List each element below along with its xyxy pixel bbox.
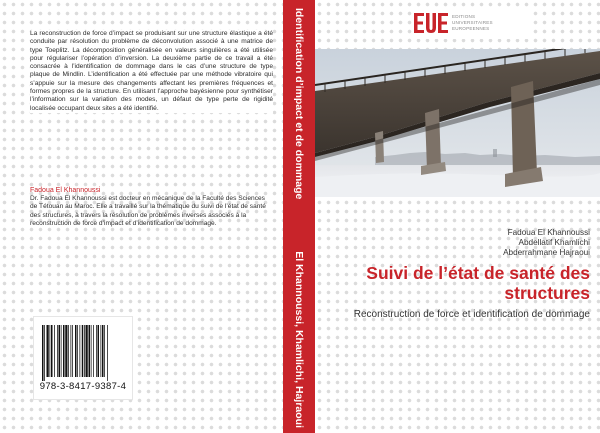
spine-text [293, 8, 305, 428]
author-name: Fadoua El Khannoussi [507, 228, 590, 237]
back-cover [0, 0, 283, 433]
book-abstract: La reconstruction de force d’impact se produisant sur une structure élastique a été conduite par résolution du problème de déconvolution associé à une matrice de type Toeplitz. La décomposition généralisée en valeurs singulières a été utilisée pour régulariser l’opération d’inversion. La deuxième partie de ce travail a été consacrée à l’identification de dommage dans le cas d’une structure de type plaque de Mindlin. L’identification a été effectuée par une méthode vibratoire qui s’appuie sur la mesure des changements affectant les premières fréquences et formes propres de la structure. En utilisant l’approche bayésienne pour synthétiser l’information sur la variation des modes, un défaut de type perte de rigidité localisée occupant deux sites a été identifié. [30, 30, 273, 112]
author-name: Abderrahmane Hajraoui [503, 248, 590, 257]
book-subtitle: Reconstruction de force et identification de dommage [353, 309, 590, 320]
publisher-logo [413, 11, 533, 39]
author-bio: Dr. Fadoua El Khannoussi est docteur en mécanique de la Faculté des Sciences de Tétouan au Maroc. Elle a travaillé sur la thématique du suivi de l’état de santé des structures, à travers la résolution de problèmes inverses associés à la reconstruction de force d’impact et d’identification de dommage. [30, 194, 266, 227]
author-name: Abdellatif Khamlichi [518, 238, 590, 247]
publisher-name: EDITIONS UNIVERSITAIRES EUROPEENNES [452, 14, 493, 31]
front-cover [315, 0, 600, 433]
isbn-number: 978-3-8417-9387-4 [39, 381, 127, 392]
author-heading: Fadoua El Khannoussi [30, 186, 101, 194]
spine-authors: El Khannoussi, Khamlichi, Hajraoui [293, 251, 305, 428]
book-spine [283, 0, 315, 433]
eue-logo-icon [413, 11, 449, 35]
bridge-photo [315, 49, 600, 197]
spine-title: Identification d’impact et de dommage [293, 8, 305, 200]
barcode-icon [40, 325, 128, 381]
book-title: Suivi de l’état de santé des structures [366, 263, 590, 303]
isbn-barcode [33, 316, 133, 400]
front-authors [503, 228, 590, 258]
